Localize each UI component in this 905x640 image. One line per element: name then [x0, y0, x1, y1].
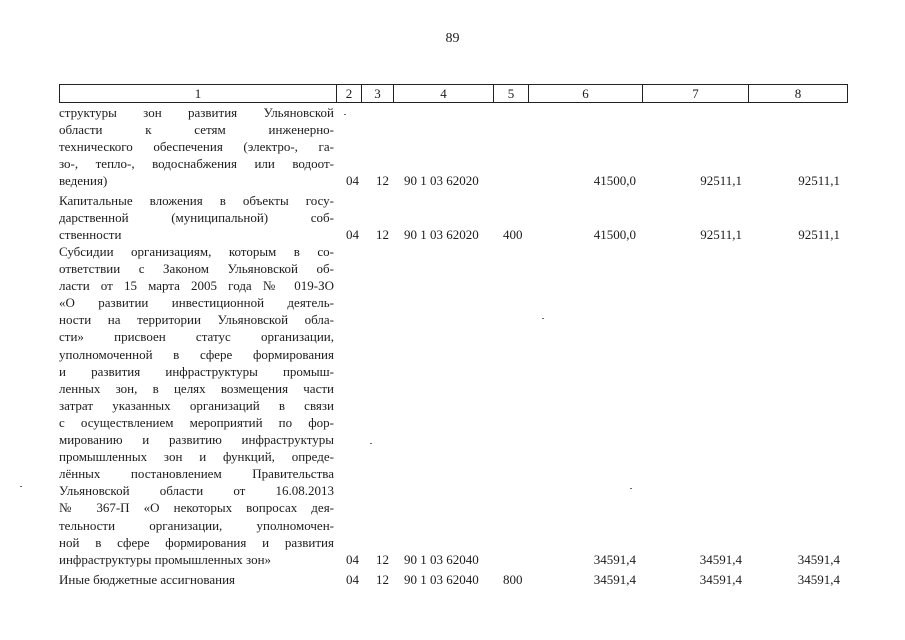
cell-col-6: 41500,0	[593, 227, 636, 243]
header-col-7: 7	[643, 85, 749, 102]
description-line: ственности	[59, 227, 122, 243]
description-line: мированию и развитию инфраструктуры	[59, 432, 334, 448]
table-header-row	[59, 84, 848, 103]
header-col-3: 3	[362, 85, 394, 102]
cell-col-6: 34591,4	[593, 551, 636, 567]
description-line: «О развитии инвестиционной деятель-	[59, 295, 334, 311]
cell-col-7: 92511,1	[700, 227, 742, 243]
cell-col-7: 34591,4	[699, 551, 742, 567]
description-line: с осуществлением мероприятий по фор-	[59, 414, 334, 430]
description-line: затрат указанных организаций в связи	[59, 397, 334, 413]
cell-col-3: 12	[376, 551, 389, 567]
cell-col-8: 92511,1	[798, 173, 840, 189]
description-line: лённых постановлением Правительства	[59, 466, 334, 482]
description-line: Капитальные вложения в объекты госу-	[59, 193, 334, 208]
description-line: зо-, тепло-, водоснабжения или водоот-	[59, 156, 334, 172]
cell-col-5: 800	[503, 572, 523, 587]
cell-col-4: 90 1 03 62040	[404, 572, 479, 587]
header-col-2: 2	[337, 85, 362, 102]
cell-col-6: 41500,0	[593, 173, 636, 189]
cell-col-4: 90 1 03 62040	[404, 551, 479, 567]
description-line: ности на территории Ульяновской обла-	[59, 312, 334, 328]
cell-col-7: 92511,1	[700, 173, 742, 189]
description-line: уполномоченной в сфере формирования	[59, 346, 334, 362]
cell-col-3: 12	[376, 173, 389, 189]
cell-col-2: 04	[346, 551, 359, 567]
header-col-4: 4	[394, 85, 494, 102]
description-line: Субсидии организациям, которым в со-	[59, 244, 334, 259]
cell-col-7: 34591,4	[699, 572, 742, 587]
row-description	[59, 104, 334, 189]
row-description	[59, 243, 334, 568]
header-col-6: 6	[529, 85, 643, 102]
description-line: области к сетям инженерно-	[59, 122, 334, 138]
page-number: 89	[445, 31, 460, 46]
header-col-1: 1	[60, 85, 337, 102]
description-line: технического обеспечения (электро-, га-	[59, 139, 334, 155]
description-line: сти» присвоен статус организации,	[59, 329, 334, 345]
cell-col-4: 90 1 03 62020	[404, 227, 479, 243]
description-line: дарственной (муниципальной) соб-	[59, 210, 334, 226]
description-line: тельности организации, уполномочен-	[59, 517, 334, 533]
header-col-5: 5	[494, 85, 529, 102]
description-line: ной в сфере формирования и развития	[59, 534, 334, 550]
cell-col-3: 12	[376, 227, 389, 243]
description-line: Ульяновской области от 16.08.2013	[59, 483, 334, 499]
cell-col-8: 92511,1	[798, 227, 840, 243]
cell-col-3: 12	[376, 572, 389, 587]
description-line: ласти от 15 марта 2005 года № 019-ЗО	[59, 278, 334, 294]
description-line: Иные бюджетные ассигнования	[59, 572, 236, 587]
description-line: промышленных зон и функций, опреде-	[59, 449, 334, 465]
row-description	[59, 571, 334, 588]
header-col-8: 8	[749, 85, 848, 102]
description-line: ответствии с Законом Ульяновской об-	[59, 261, 334, 277]
cell-col-4: 90 1 03 62020	[404, 173, 479, 189]
cell-col-8: 34591,4	[797, 572, 840, 587]
cell-col-2: 04	[346, 227, 359, 243]
row-description	[59, 192, 334, 243]
description-line: № 367-П «О некоторых вопросах дея-	[59, 500, 334, 516]
description-line: и развития инфраструктуры промыш-	[59, 363, 334, 379]
cell-col-6: 34591,4	[593, 572, 636, 587]
cell-col-2: 04	[346, 173, 359, 189]
description-line: ведения)	[59, 173, 108, 189]
cell-col-5: 400	[503, 227, 523, 243]
cell-col-2: 04	[346, 572, 359, 587]
cell-col-8: 34591,4	[797, 551, 840, 567]
description-line: инфраструктуры промышленных зон»	[59, 551, 272, 567]
description-line: структуры зон развития Ульяновской	[59, 105, 334, 120]
description-line: ленных зон, в целях возмещения части	[59, 380, 334, 396]
